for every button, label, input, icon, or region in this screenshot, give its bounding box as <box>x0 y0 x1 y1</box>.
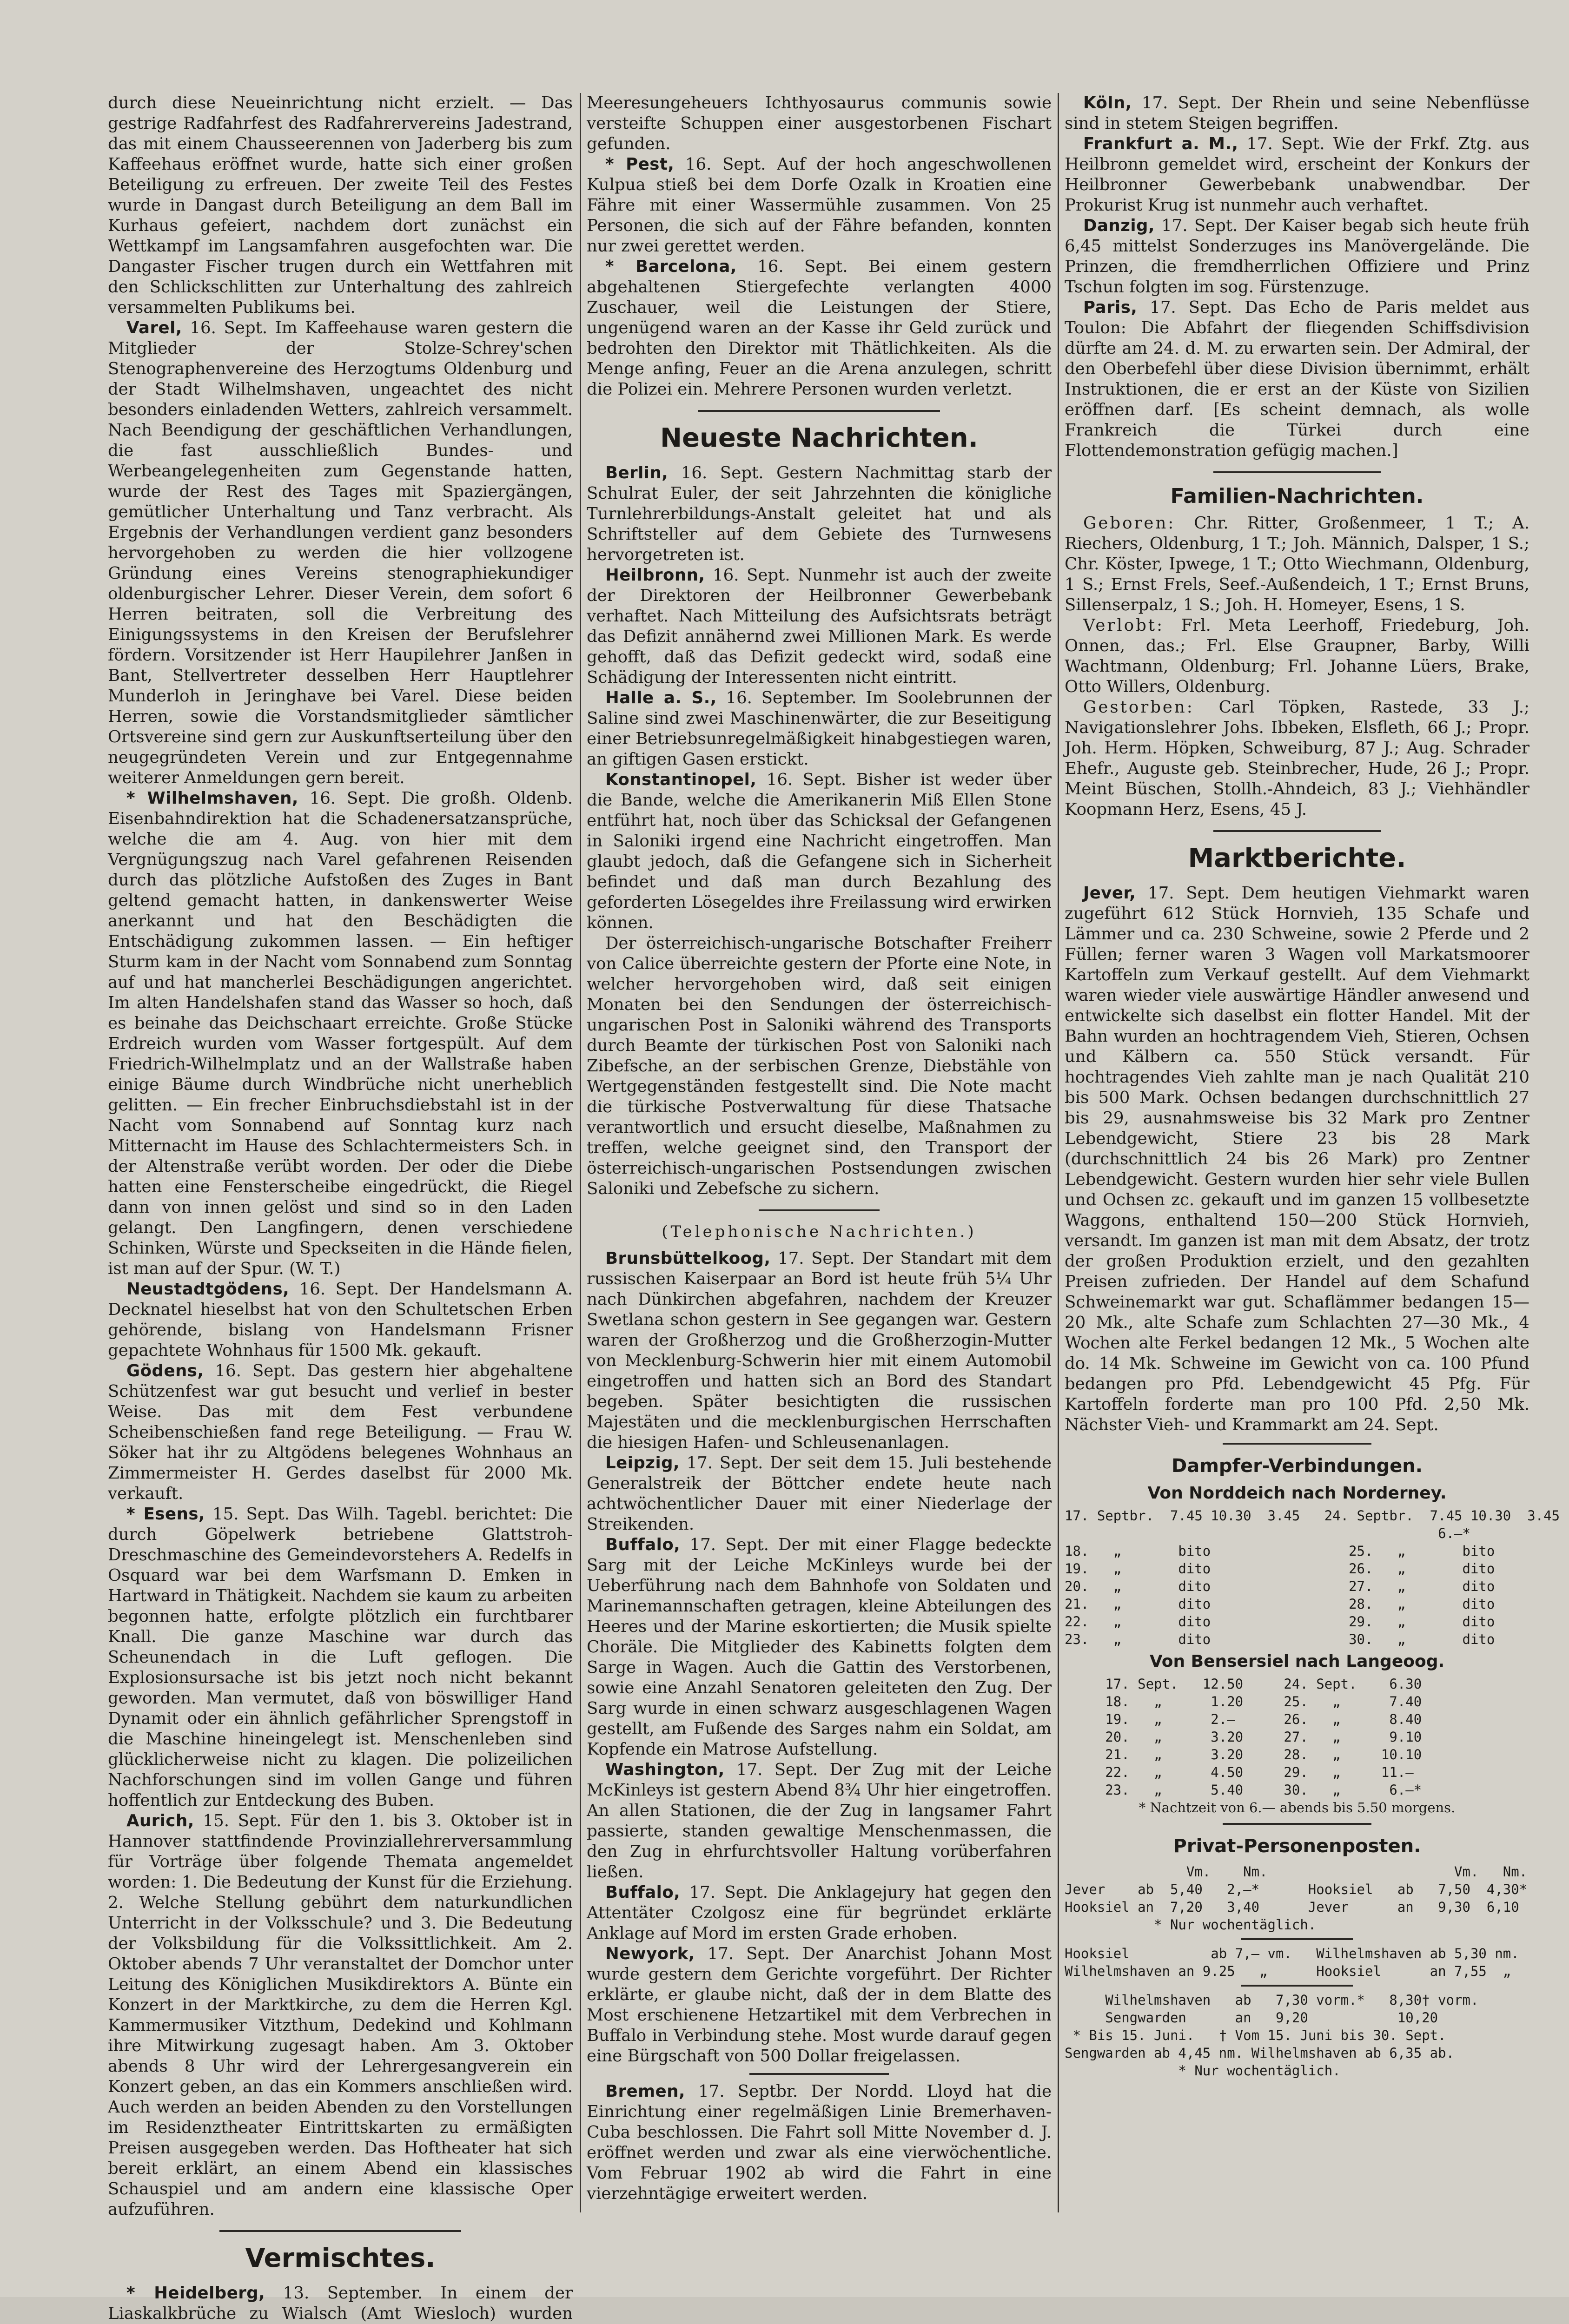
dateline-place: Buffalo, <box>605 1883 681 1902</box>
section-rule <box>1241 1938 1353 1940</box>
route-heading-langeoog: Von Bensersiel nach Langeoog. <box>1149 1652 1445 1671</box>
article-washington <box>587 1760 1052 1882</box>
dateline-place: * Wilhelmshaven, <box>126 789 298 808</box>
timetable-norderney: 17. Septbr. 7.45 10.30 3.45 24. Septbr. 7.45 10.30 3.45 6.—* 18. „ bito 25. „ bito 19. „ dito 26. „ dito 20. „ dito 27. „ dito 21. „ dito 28. „ dito 22. „ dito 29. „ dito 23. „ dito 30. „ dito <box>1065 1508 1560 1647</box>
article-text: 16. September. Im Soolebrunnen der Saline sind zwei Maschinenwärter, die zur Beseitigung einer Betriebsunregelmäßigkeit hinabgestiegen waren, an giftigen Gasen erstickt. <box>587 688 1052 769</box>
article-text: 16. Sept. Bisher ist weder über die Bande, welche die Amerikanerin Miß Ellen Stone entführt hat, noch über das Schicksal der Gefangenen in Saloniki irgend eine Nachricht eingetroffen. Man glaubt jedoch, daß die Gefangene sich in Sicherheit befindet und daß man durch Bezahlung des geforderten Lösegeldes ihre Freilassung wird erwirken können. <box>587 770 1052 932</box>
article-text: 15. Sept. Für den 1. bis 3. Oktober ist in Hannover stattfindende Provinziallehrerversammlung für Vorträge über folgende Themata angemeldet worden: 1. Die Bedeutung der Kunst für die Erziehung. 2. Welche Stellung gebührt dem naturkundlichen Unterricht in der Volksschule? und 3. Die Bedeutung der Volksbildung für die Volkssittlichkeit. Am 2. Oktober abends 7 Uhr veranstaltet der Domchor unter Leitung des Königlichen Musikdirektors A. Bünte ein Konzert in der Marktkirche, zu dem die Herren Kgl. Kammermusiker Vitzthum, Dedekind und Kohlmann ihre Mitwirkung zugesagt haben. Am 3. Oktober abends 8 Uhr wird der Lehrergesangverein ein Konzert geben, an das ein Kommers anschließen wird. Auch werden an beiden Abenden zu den Vorstellungen im Residenztheater Eintrittskarten zu ermäßigten Preisen ausgegeben werden. Das Hoftheater hat sich bereit erklärt, an einem Abend ein klassisches Schauspiel und am andern eine klassische Oper aufzuführen. <box>108 1811 573 2219</box>
section-rule <box>1213 830 1381 832</box>
section-heading-vermischtes: Vermischtes. <box>245 2243 436 2273</box>
family-label: Gestorben: <box>1083 698 1194 717</box>
dateline-place: Paris, <box>1083 298 1138 317</box>
article-text: Meeresungeheuers Ichthyosaurus communis sowie versteifte Schuppen einer ausgestorbenen Fischart gefunden. <box>587 93 1052 153</box>
article-pest <box>587 154 1052 257</box>
dateline-place: Köln, <box>1083 93 1132 112</box>
article-signature: (W. T.) <box>289 1259 341 1278</box>
dateline-place: * Pest, <box>605 155 675 174</box>
article-brunsbuettelkoog <box>587 1248 1052 1453</box>
dateline-place: Bremen, <box>605 2082 685 2101</box>
dateline-place: * Barcelona, <box>605 257 737 276</box>
dateline-place: Konstantinopel, <box>605 770 757 789</box>
timetable-post-sengwarden: Wilhelmshaven ab 7,30 vorm.* 8,30† vorm. Sengwarden an 9,20 10,20 * Bis 15. Juni. † Vom 15. Juni bis 30. Sept. Sengwarden ab 4,45 nm. Wilhelmshaven ab 6,35 ab. * Nur wochentäglich. <box>1065 1992 1479 2079</box>
article-halle <box>587 688 1052 770</box>
article-text: 16. Sept. Die großh. Oldenb. Eisenbahndirektion hat die Schadenersatzansprüche, welche die am 4. Aug. von hier mit dem Vergnügungszug nach Varel gefahrenen Reisenden durch das plötzliche Aufstoßen des Zuges in Bant geltend gemacht hatten, in dankenswerter Weise anerkannt und hat den Beschädigten die Entschädigung zukommen lassen. — Ein heftiger Sturm kam in der Nacht vom Sonnabend zum Sonntag auf und hat mancherlei Beschädigungen angerichtet. Im alten Handelshafen stand das Wasser so hoch, daß es beinahe das Deichschaart erreichte. Große Stücke Erdreich wurden vom Wasser fortgespült. Auf dem Friedrich-Wilhelmplatz und an der Wallstraße haben einige Bäume durch Windbrüche nicht unerheblich gelitten. — Ein frecher Einbruchsdiebstahl ist in der Nacht vom Sonnabend auf Sonntag kurz nach Mitternacht im Hause des Schlachtermeisters Sch. in der Altenstraße verübt worden. Der oder die Diebe hatten eine Fensterscheibe eingedrückt, die Riegel dann von innen gelöst und sind so in den Laden gelangt. Den Langfingern, denen verschiedene Schinken, Würste und Speckseiten in die Hände fielen, ist man auf der Spur. <box>108 789 573 1278</box>
section-heading-personenposten: Privat-Personenposten. <box>1173 1835 1421 1857</box>
article-bremen <box>587 2081 1052 2204</box>
section-heading-neueste-nachrichten: Neueste Nachrichten. <box>660 423 978 453</box>
article-koeln <box>1065 93 1529 134</box>
article-neustadtgoedens <box>108 1279 573 1361</box>
article-esens <box>108 1504 573 1811</box>
column-divider <box>580 93 581 2212</box>
article-wilhelmshaven <box>108 788 573 1279</box>
dateline-place: * Heidelberg, <box>126 2284 265 2303</box>
article-text: 16. Sept. Bei einem gestern abgehaltenen Stiergefechte verlangten 4000 Zuschauer, weil die Leistungen der Stiere, ungenügend waren an der Kasse ihr Geld zurück und bedrohten den Direktor mit Thätlichkeiten. Als die Menge anfing, Feuer an die Arena anzulegen, schritt die Polizei ein. Mehrere Personen wurden verletzt. <box>587 257 1052 399</box>
article-text: 17. Sept. Der seit dem 15. Juli bestehende Generalstreik der Böttcher endete heute nach achtwöchentlicher Dauer mit einer Niederlage der Streikenden. <box>587 1453 1052 1534</box>
article-text: 17. Sept. Die Anklagejury hat gegen den Attentäter Czolgosz eine für begründet erklärte Anklage auf Mord im ersten Grade erhoben. <box>587 1883 1052 1943</box>
section-rule <box>1223 1443 1371 1445</box>
section-rule <box>1223 1823 1371 1825</box>
article-konstantinopel <box>587 770 1052 933</box>
article-text: 16. Sept. Der Handelsmann A. Decknatel hieselbst hat von den Schultetschen Erben gehörende, bislang von Handelsmann Frisner gepachtete Wohnhaus für 1500 Mk. gekauft. <box>108 1280 573 1360</box>
article-text: 17. Sept. Dem heutigen Viehmarkt waren zugeführt 612 Stück Hornvieh, 135 Schafe und Lämmer und ca. 230 Schweine, sowie 2 Pferde und 2 Füllen; ferner waren 3 Wagen voll Markatsmoorer Kartoffeln zum Verkauf gestellt. Auf dem Viehmarkt waren wieder viele auswärtige Händler anwesend und entwickelte sich daselbst ein flotter Handel. Mit der Bahn wurden an hochtragendem Vieh, Stieren, Ochsen und Kälbern ca. 550 Stück versandt. Für hochtragendes Vieh zahlte man je nach Qualität 210 bis 500 Mark. Ochsen bedangen durchschnittlich 27 bis 29, ausnahmsweise bis 32 Mark pro Zentner Lebendgewicht, Stiere 23 bis 28 Mark (durchschnittlich 24 bis 26 Mark) pro Zentner Lebendgewicht. Gestern wurden hier sehr viele Bullen und Ochsen zc. gekauft und im ganzen 15 vollbesetzte Waggons, enthaltend 150—200 Stück Hornvieh, versandt. Im ganzen ist man mit dem Absatz, der trotz der großen Produktion erzielt, und den gezahlten Preisen zufrieden. Der Handel auf dem Schafund Schweinemarkt war gut. Schaflämmer bedangen 15—20 Mk., alte Schafe zum Schlachten 27—30 Mk., 4 Wochen alte Ferkel bedangen 12 Mk., 5 Wochen alte do. 14 Mk. Schweine im Gewicht von ca. 100 Pfund bedangen pro Pfd. Lebendgewicht 45 Pfg. Für Kartoffeln forderte man pro 100 Pfd. 2,50 Mk. Nächster Vieh- und Krammarkt am 24. Sept. <box>1065 884 1529 1434</box>
article-text: 17. Sept. Der mit einer Flagge bedeckte Sarg mit der Leiche McKinleys wurde bei der Ueberführung nach dem Bahnhofe von Soldaten und Marinemannschaften getragen, kleine Abteilungen des Heeres und der Marine eskortierten; die Musik spielte Choräle. Die Mitglieder des Kabinetts folgten dem Sarge in Wagen. Auch die Gattin des Verstorbenen, sowie eine Anzahl Senatoren geleiteten den Zug. Der Sarg wurde in einen schwarz ausgeschlagenen Wagen gestellt, am Fußende des Sarges nahm ein Soldat, am Kopfende ein Matrose Aufstellung. <box>587 1535 1052 1759</box>
article-heidelberg <box>108 2283 573 2324</box>
section-heading-dampfer: Dampfer-Verbindungen. <box>1172 1455 1423 1477</box>
article-text: 17. Sept. Der Zug mit der Leiche McKinleys ist gestern Abend 8¾ Uhr hier eingetroffen. An allen Stationen, die der Zug in langsamer Fahrt passierte, standen gewaltige Menschenmassen, die den Zug in ehrfurchtsvoller Haltung vorüberfahren ließen. <box>587 1760 1052 1882</box>
family-engaged <box>1065 615 1529 697</box>
dateline-place: Varel, <box>126 318 182 337</box>
column-1 <box>108 93 573 2323</box>
article-aurich <box>108 1811 573 2220</box>
family-deaths <box>1065 697 1529 820</box>
dateline-place: Leipzig, <box>605 1453 680 1472</box>
article-text: 17. Sept. Wie der Frkf. Ztg. aus Heilbronn gemeldet wird, erscheint der Konkurs der Heilbronner Gewerbebank unabwendbar. Der Prokurist Krug ist nunmehr auch verhaftet. <box>1065 134 1529 215</box>
dateline-place: Gödens, <box>126 1361 204 1380</box>
family-text: Carl Töpken, Rastede, 33 J.; Navigationslehrer Johs. Ibbeken, Elsfleth, 66 J.; Propr. Joh. Herm. Höpken, Schweiburg, 87 J.; Aug. Schrader Ehefr., Auguste geb. Steinbrecher, Hude, 26 J.; Propr. Meint Büschen, Stollh.-Ahndeich, 83 J.; Viehhändler Koopmann Herz, Esens, 45 J. <box>1065 698 1529 819</box>
article-text: 17. Septbr. Der Nordd. Lloyd hat die Einrichtung einer regelmäßigen Linie Bremerhaven-Cuba beschlossen. Die Fahrt soll Mitte November d. J. eröffnet werden und zwar als eine vierwöchentliche. Vom Februar 1902 ab wird die Fahrt in eine vierzehntägige erweitert werden. <box>587 2082 1052 2203</box>
section-rule <box>698 410 940 412</box>
dateline-place: Newyork, <box>605 1944 695 1963</box>
article-goedens <box>108 1361 573 1504</box>
dateline-place: Danzig, <box>1083 216 1155 235</box>
dateline-place: Heilbronn, <box>605 566 705 585</box>
article-text: 16. Sept. Nunmehr ist auch der zweite der Direktoren der Heilbronner Gewerbebank verhaftet. Nach Mitteilung des Aufsichtsrats beträgt das Defizit annähernd zwei Millionen Mark. Es werde gehofft, daß das Defizit gedeckt wird, sodaß eine Schädigung der Interessenten nicht eintritt. <box>587 566 1052 687</box>
article-text: 16. Sept. Das gestern hier abgehaltene Schützenfest war gut besucht und verlief in bester Weise. Das mit dem Fest verbundene Scheibenschießen fand rege Beteiligung. — Frau W. Söker hat ihr zu Altgödens belegenes Wohnhaus an Zimmermeister H. Gerdes daselbst für 2000 Mk. verkauft. <box>108 1361 573 1503</box>
dateline-place: Neustadtgödens, <box>126 1280 290 1299</box>
timetable-note: * Nachtzeit von 6.— abends bis 5.50 morgens. <box>1139 1800 1456 1816</box>
dateline-place: Frankfurt a. M., <box>1083 134 1238 153</box>
article-jever <box>1065 883 1529 1435</box>
section-heading-telephonische: (Telephonische Nachrichten.) <box>662 1222 977 1241</box>
article-barcelona <box>587 257 1052 400</box>
article-text: Der österreichisch-ungarische Botschafter Freiherr von Calice überreichte gestern der Pforte eine Note, in welcher hervorgehoben wird, daß seit einigen Monaten bei den Sendungen der österreichisch-ungarischen Post in Saloniki während des Transports durch Beamte der türkischen Post von Saloniki nach Zibefsche, an der serbischen Grenze, Diebstähle von Wertgegenständen festgestellt sind. Die Note macht die türkische Postverwaltung für diese Thatsache verantwortlich und ersucht dieselbe, Maßnahmen zu treffen, welche geeignet sind, den Transport der österreichisch-ungarischen Postsendungen zwischen Saloniki und Zebefsche zu sichern. <box>587 934 1052 1198</box>
section-heading-familien: Familien-Nachrichten. <box>1170 484 1424 508</box>
article-text: durch diese Neueinrichtung nicht erzielt. — Das gestrige Radfahrfest des Radfahrervereins Jadestrand, das mit einem Chausseerennen von Jaderberg bis zum Kaffeehaus eröffnet wurde, hatte sich einer großen Beteiligung zu erfreuen. Der zweite Teil des Festes wurde in Dangast durch Beteiligung an dem Ball im Kurhaus gefeiert, nachdem dort zunächst ein Wettkampf im Langsamfahren ausgefochten war. Die Dangaster Fischer trugen durch ein Wettfahren mit den Schlickschlitten zur Unterhaltung des zahlreich versammelten Publikums bei. <box>108 93 573 317</box>
article-text: 17. Sept. Der Rhein und seine Nebenflüsse sind in stetem Steigen begriffen. <box>1065 93 1529 133</box>
article-text: 17. Sept. Das Echo de Paris meldet aus Toulon: Die Abfahrt der fliegenden Schiffsdivision dürfte am 24. d. M. zu erwarten sein. Der Admiral, der den Oberbefehl über diese Division übernimmt, erhält Instruktionen, die er erst an der Küste von Sizilien eröffnen darf. [Es scheint demnach, als wolle Frankreich die Türkei durch eine Flottendemonstration gefügig machen.] <box>1065 298 1529 460</box>
family-label: Verlobt: <box>1083 616 1165 635</box>
timetable-post-hooksiel: Hooksiel ab 7,— vm. Wilhelmshaven ab 5,30 nm. Wilhelmshaven an 9.25 „ Hooksiel an 7,55 „ <box>1065 1946 1519 1979</box>
article-text: 17. Sept. Der Anarchist Johann Most wurde gestern dem Gerichte vorgeführt. Der Richter erklärte, er glaube nicht, daß der in dem Blatte des Most erschienene Hetzartikel mit dem Verbrechen in Buffalo in Verbindung stehe. Most wurde darauf gegen eine Bürgschaft von 500 Dollar freigelassen. <box>587 1944 1052 2066</box>
family-text: Frl. Meta Leerhoff, Friedeburg, Joh. Onnen, das.; Frl. Else Graupner, Barby, Willi Wachtmann, Oldenburg; Frl. Johanne Lüers, Brake, Otto Willers, Oldenburg. <box>1065 616 1529 696</box>
article-frankfurt <box>1065 134 1529 216</box>
column-2 <box>587 93 1052 2212</box>
section-rule <box>219 2230 461 2232</box>
article-heilbronn <box>587 565 1052 688</box>
article-text: 16. Sept. Im Kaffeehause waren gestern die Mitglieder der Stolze-Schrey'schen Stenographenvereine des Herzogtums Oldenburg und der Stadt Wilhelmshaven, ungeachtet des nicht besonders einladenden Wetters, zahlreich versammelt. Nach Beendigung der geschäftlichen Verhandlungen, die fast ausschließlich Bundes- und Werbeangelegenheiten zum Gegenstande hatten, wurde der Rest des Tages mit Spaziergängen, gemütlicher Unterhaltung und Tanz verbracht. Als Ergebnis der Verhandlungen verdient ganz besonders hervorgehoben zu werden die hier vollzogene Gründung eines Vereins stenographiekundiger oldenburgischer Lehrer. Dieser Verein, dem sofort 6 Herren beitraten, soll die Verbreitung des Einigungssystems in den Kreisen der Berufslehrer fördern. Vorsitzender ist Herr Haupilehrer Janßen in Bant, Stellvertreter desselben Herr Hauptlehrer Munderloh in Jeringhave bei Varel. Diese beiden Herren, sowie die Vorstandsmitglieder sämtlicher Ortsvereine sind gern zur Auskunftserteilung über den neugegründeten Verein und zur Entgegennahme weiterer Anmeldungen gern bereit. <box>108 318 573 787</box>
family-text: Chr. Ritter, Großenmeer, 1 T.; A. Riechers, Oldenburg, 1 T.; Joh. Männich, Dalsper, 1 S.; Chr. Köster, Ipwege, 1 T.; Otto Wiechmann, Oldenburg, 1 S.; Ernst Frels, Seef.-Außendeich, 1 T.; Ernst Bruns, Sillenserpalz, 1 S.; Joh. H. Homeyer, Esens, 1 S. <box>1065 514 1529 614</box>
dateline-place: Halle a. S., <box>605 688 717 707</box>
timetable-langeoog: 17. Sept. 12.50 24. Sept. 6.30 18. „ 1.20 25. „ 7.40 19. „ 2.— 26. „ 8.40 20. „ 3.20 27. „ 9.10 21. „ 3.20 28. „ 10.10 22. „ 4.50 29. „ 11.— 23. „ 5.40 30. „ 6.—* <box>1105 1676 1422 1798</box>
article-text: 17. Sept. Der Kaiser begab sich heute früh 6,45 mittelst Sonderzuges ins Manövergelände. Die Prinzen, die fremdherrlichen Offiziere und Prinz Tschun folgten im sog. Fürstenzuge. <box>1065 216 1529 297</box>
column-3 <box>1065 93 1560 2212</box>
section-rule <box>1241 1985 1353 1987</box>
column-divider <box>1058 93 1059 2212</box>
article-text: 16. Sept. Gestern Nachmittag starb der Schulrat Euler, der seit Jahrzehnten die königliche Turnlehrerbildungs-Anstalt geleitet hat und als Schriftsteller auf dem Gebiete des Turnwesens hervorgetreten ist. <box>587 463 1052 564</box>
timetable-post-jever: Vm. Nm. Vm. Nm. Jever ab 5,40 2,—* Hooksiel ab 7,50 4,30* Hooksiel an 7,20 3,40 Jever an 9,30 6,10 * Nur wochentäglich. <box>1065 1864 1528 1933</box>
dateline-place: Berlin, <box>605 463 669 482</box>
dateline-place: Jever, <box>1083 884 1136 903</box>
dateline-place: Brunsbüttelkoog, <box>605 1249 771 1268</box>
dateline-place: * Esens, <box>126 1505 205 1524</box>
article-buffalo-2 <box>587 1882 1052 1944</box>
article-newyork <box>587 1944 1052 2067</box>
family-births <box>1065 513 1529 615</box>
section-rule <box>749 2073 889 2075</box>
family-label: Geboren: <box>1083 514 1176 533</box>
article-leipzig <box>587 1453 1052 1535</box>
section-heading-marktberichte: Marktberichte. <box>1188 843 1406 873</box>
article-berlin <box>587 463 1052 565</box>
article-text: 16. Sept. Auf der hoch angeschwollenen Kulpua stieß bei dem Dorfe Ozalk in Kroatien eine Fähre mit einer Wassermühle zusammen. Von 25 Personen, die sich auf der Fähre befanden, konnten nur zwei gerettet werden. <box>587 155 1052 256</box>
article-text: 15. Sept. Das Wilh. Tagebl. berichtet: Die durch Göpelwerk betriebene Glattstroh-Dreschmaschine des Gemeindevorstehers A. Redelfs in Osquard war bei dem Warfsmann D. Emken in Hartward in Thätigkeit. Nachdem sie kaum zu arbeiten begonnen hatte, erfolgte plötzlich ein furchtbarer Knall. Die ganze Maschine war durch das Scheunendach in die Luft geflogen. Die Explosionsursache ist bis jetzt noch nicht bekannt geworden. Man vermutet, daß von böswilliger Hand Dynamit oder ein ähnlich gefährlicher Sprengstoff in die Maschine hineingelegt ist. Menschenleben sind glücklicherweise nicht zu klagen. Die polizeilichen Nachforschungen sind im vollen Gange und führen hoffentlich zur Entdeckung des Buben. <box>108 1505 573 1810</box>
dateline-place: Aurich, <box>126 1811 194 1830</box>
route-heading-norderney: Von Norddeich nach Norderney. <box>1147 1484 1447 1503</box>
dateline-place: Buffalo, <box>605 1535 681 1554</box>
article-text: 13. September. In einem der Liaskalkbrüche zu Wialsch (Amt Wiesloch) wurden <box>108 2284 573 2323</box>
article-buffalo <box>587 1535 1052 1760</box>
section-rule <box>1213 471 1381 473</box>
article-varel <box>108 318 573 788</box>
article-paris <box>1065 297 1529 461</box>
article-danzig <box>1065 216 1529 297</box>
dateline-place: Washington, <box>605 1760 725 1779</box>
article-text: 17. Sept. Der Standart mit dem russischen Kaiserpaar an Bord ist heute früh 5¼ Uhr nach Dünkirchen abgefahren, nachdem der Kreuzer Swetlana schon gestern in See gegangen war. Gestern waren der Großherzog und die Großherzogin-Mutter von Mecklenburg-Schwerin hier mit einem Automobil eingetroffen und hatten sich an Bord des Standart begeben. Später besichtigten die russischen Majestäten und die mecklenburgischen Herrschaften die hiesigen Hafen- und Schleusenanlagen. <box>587 1249 1052 1452</box>
section-rule <box>759 1209 880 1211</box>
